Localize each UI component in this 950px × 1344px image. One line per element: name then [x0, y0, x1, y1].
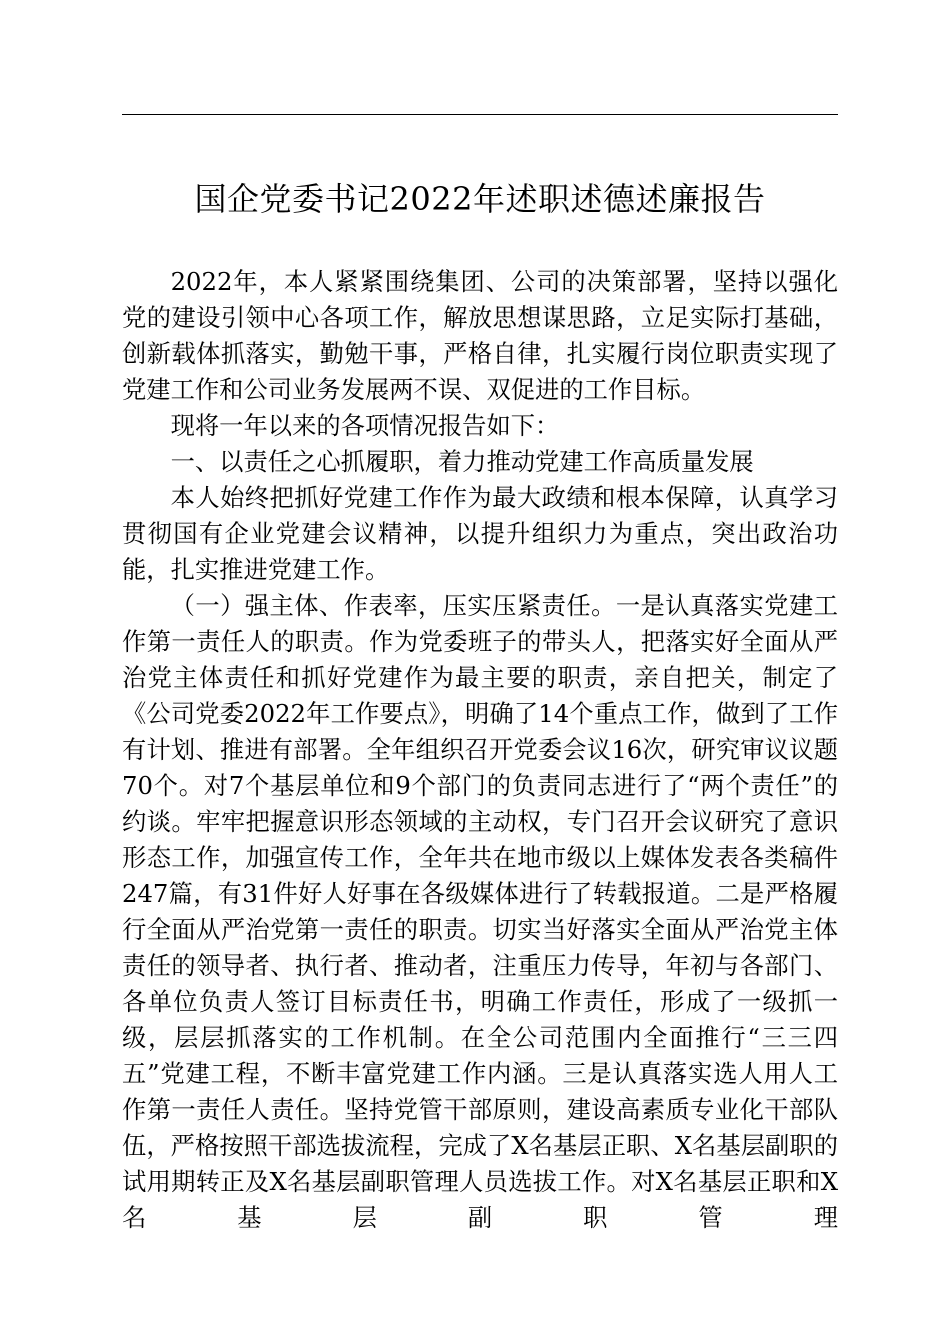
- document-body: [122, 264, 838, 1236]
- paragraph-report-lead: 现将一年以来的各项情况报告如下：: [170, 411, 560, 440]
- section-heading-1: 一、以责任之心抓履职，着力推动党建工作高质量发展: [170, 447, 754, 476]
- document-title: 国企党委书记2022年述职述德述廉报告: [194, 180, 766, 218]
- paragraph-subsection-1: （一）强主体、作表率，压实压紧责任。一是认真落实党建工作第一责任人的职责。作为党委班子的带头人，把落实好全面从严治党主体责任和抓好党建作为最主要的职责，亲自把关，制定了《公司党委2022年工作要点》，明确了14个重点工作，做到了工作有计划、推进有部署。全年组织召开党委会议16次，研究审议议题70个。对7个基层单位和9个部门的负责同志进行了“两个责任”的约谈。牢牢把握意识形态领域的主动权，专门召开会议研究了意识形态工作，加强宣传工作，全年共在地市级以上媒体发表各类稿件247篇，有31件好人好事在各级媒体进行了转载报道。二是严格履行全面从严治党第一责任的职责。切实当好落实全面从严治党主体责任的领导者、执行者、推动者，注重压力传导，年初与各部门、各单位负责人签订目标责任书，明确工作责任，形成了一级抓一级，层层抓落实的工作机制。在全公司范围内全面推行“三三四五”党建工程，不断丰富党建工作内涵。三是认真落实选人用人工作第一责任人责任。坚持党管干部原则，建设高素质专业化干部队伍，严格按照干部选拔流程，完成了X名基层正职、X名基层副职的试用期转正及X名基层副职管理人员选拔工作。对X名基层正职和X名基层副职管理: [122, 591, 838, 1232]
- header-rule: [122, 114, 838, 115]
- paragraph-section-1-summary: 本人始终把抓好党建工作作为最大政绩和根本保障，认真学习贯彻国有企业党建会议精神，以提升组织力为重点，突出政治功能，扎实推进党建工作。: [122, 483, 838, 584]
- paragraph-intro: 2022年，本人紧紧围绕集团、公司的决策部署，坚持以强化党的建设引领中心各项工作，解放思想谋思路，立足实际打基础，创新载体抓落实，勤勉干事，严格自律，扎实履行岗位职责实现了党建工作和公司业务发展两不误、双促进的工作目标。: [122, 267, 838, 404]
